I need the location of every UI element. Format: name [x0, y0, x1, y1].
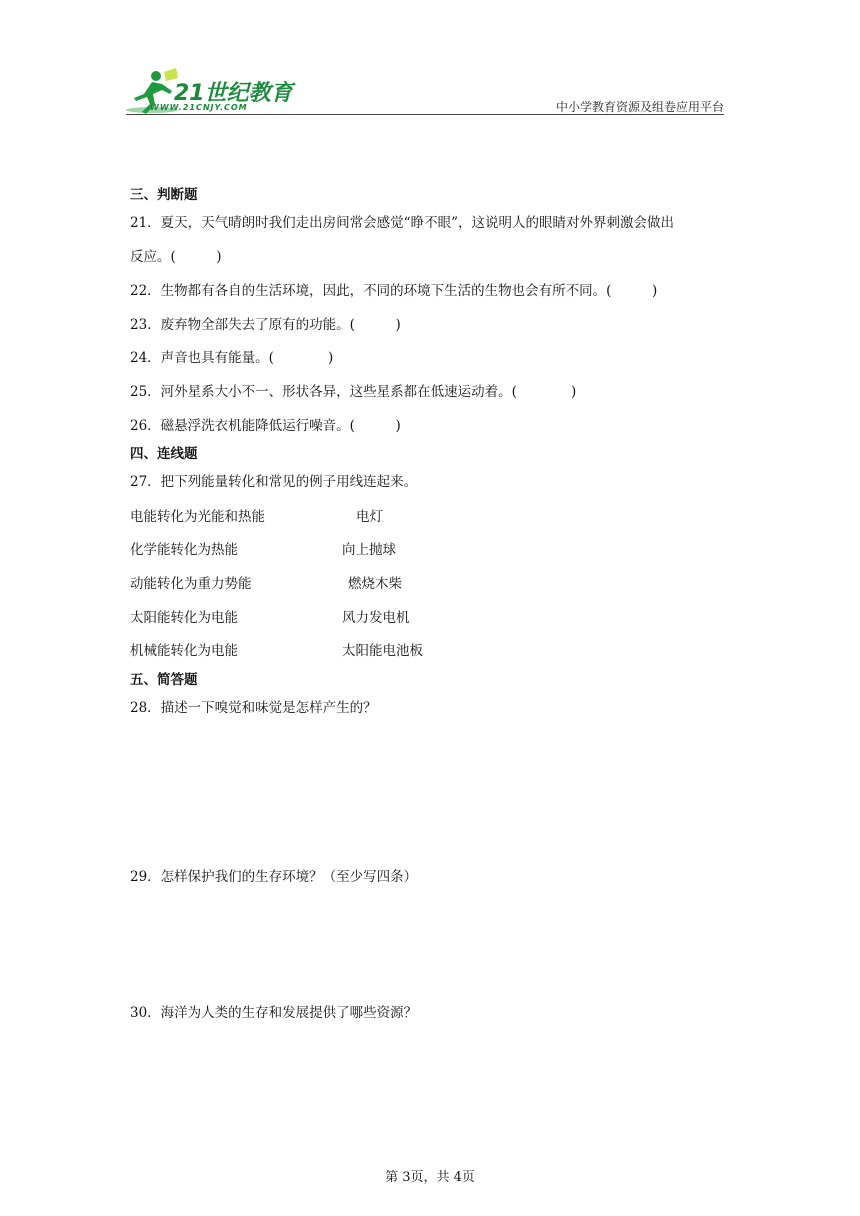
matching-left-item: 机械能转化为电能 [130, 643, 238, 659]
matching-right-item: 向上抛球 [342, 542, 396, 558]
matching-right-item: 太阳能电池板 [342, 643, 423, 659]
question-27: 27．把下列能量转化和常见的例子用线连起来。 [130, 474, 418, 490]
matching-right-item: 电灯 [356, 509, 383, 525]
question-23: 23．废弃物全部失去了原有的功能。( ) [130, 317, 401, 333]
matching-left-item: 动能转化为重力势能 [130, 576, 252, 592]
page-footer: 第 3页，共 4页 [385, 1170, 475, 1185]
question-21-line2: 反应。( ) [130, 249, 222, 265]
question-28: 28．描述一下嗅觉和味觉是怎样产生的？ [130, 700, 377, 716]
question-26: 26．磁悬浮洗衣机能降低运行噪音。( ) [130, 418, 401, 434]
matching-right-item: 风力发电机 [342, 610, 410, 626]
matching-left-item: 电能转化为光能和热能 [130, 509, 265, 525]
logo-url: WWW.21CNJY.COM [150, 103, 248, 112]
matching-right-item: 燃烧木柴 [348, 576, 402, 592]
question-29: 29．怎样保护我们的生存环境？（至少写四条） [130, 869, 418, 885]
logo-text: 21世纪教育 [174, 81, 293, 106]
section-title: 四、连线题 [130, 446, 198, 462]
matching-left-item: 化学能转化为热能 [130, 542, 238, 558]
section-title: 五、简答题 [130, 672, 198, 688]
platform-title: 中小学教育资源及组卷应用平台 [555, 100, 724, 114]
question-30: 30．海洋为人类的生存和发展提供了哪些资源？ [130, 1005, 418, 1021]
section-title: 三、判断题 [130, 187, 198, 203]
question-24: 24．声音也具有能量。( ) [130, 350, 334, 366]
header-divider [126, 114, 724, 115]
question-22: 22．生物都有各自的生活环境，因此，不同的环境下生活的生物也会有所不同。( ) [130, 283, 658, 299]
question-25: 25．河外星系大小不一、形状各异，这些星系都在低速运动着。( ) [130, 384, 577, 400]
question-21-line1: 21．夏天，天气晴朗时我们走出房间常会感觉“睁不眼”，这说明人的眼睛对外界刺激会做出 [130, 215, 674, 231]
matching-left-item: 太阳能转化为电能 [130, 610, 238, 626]
